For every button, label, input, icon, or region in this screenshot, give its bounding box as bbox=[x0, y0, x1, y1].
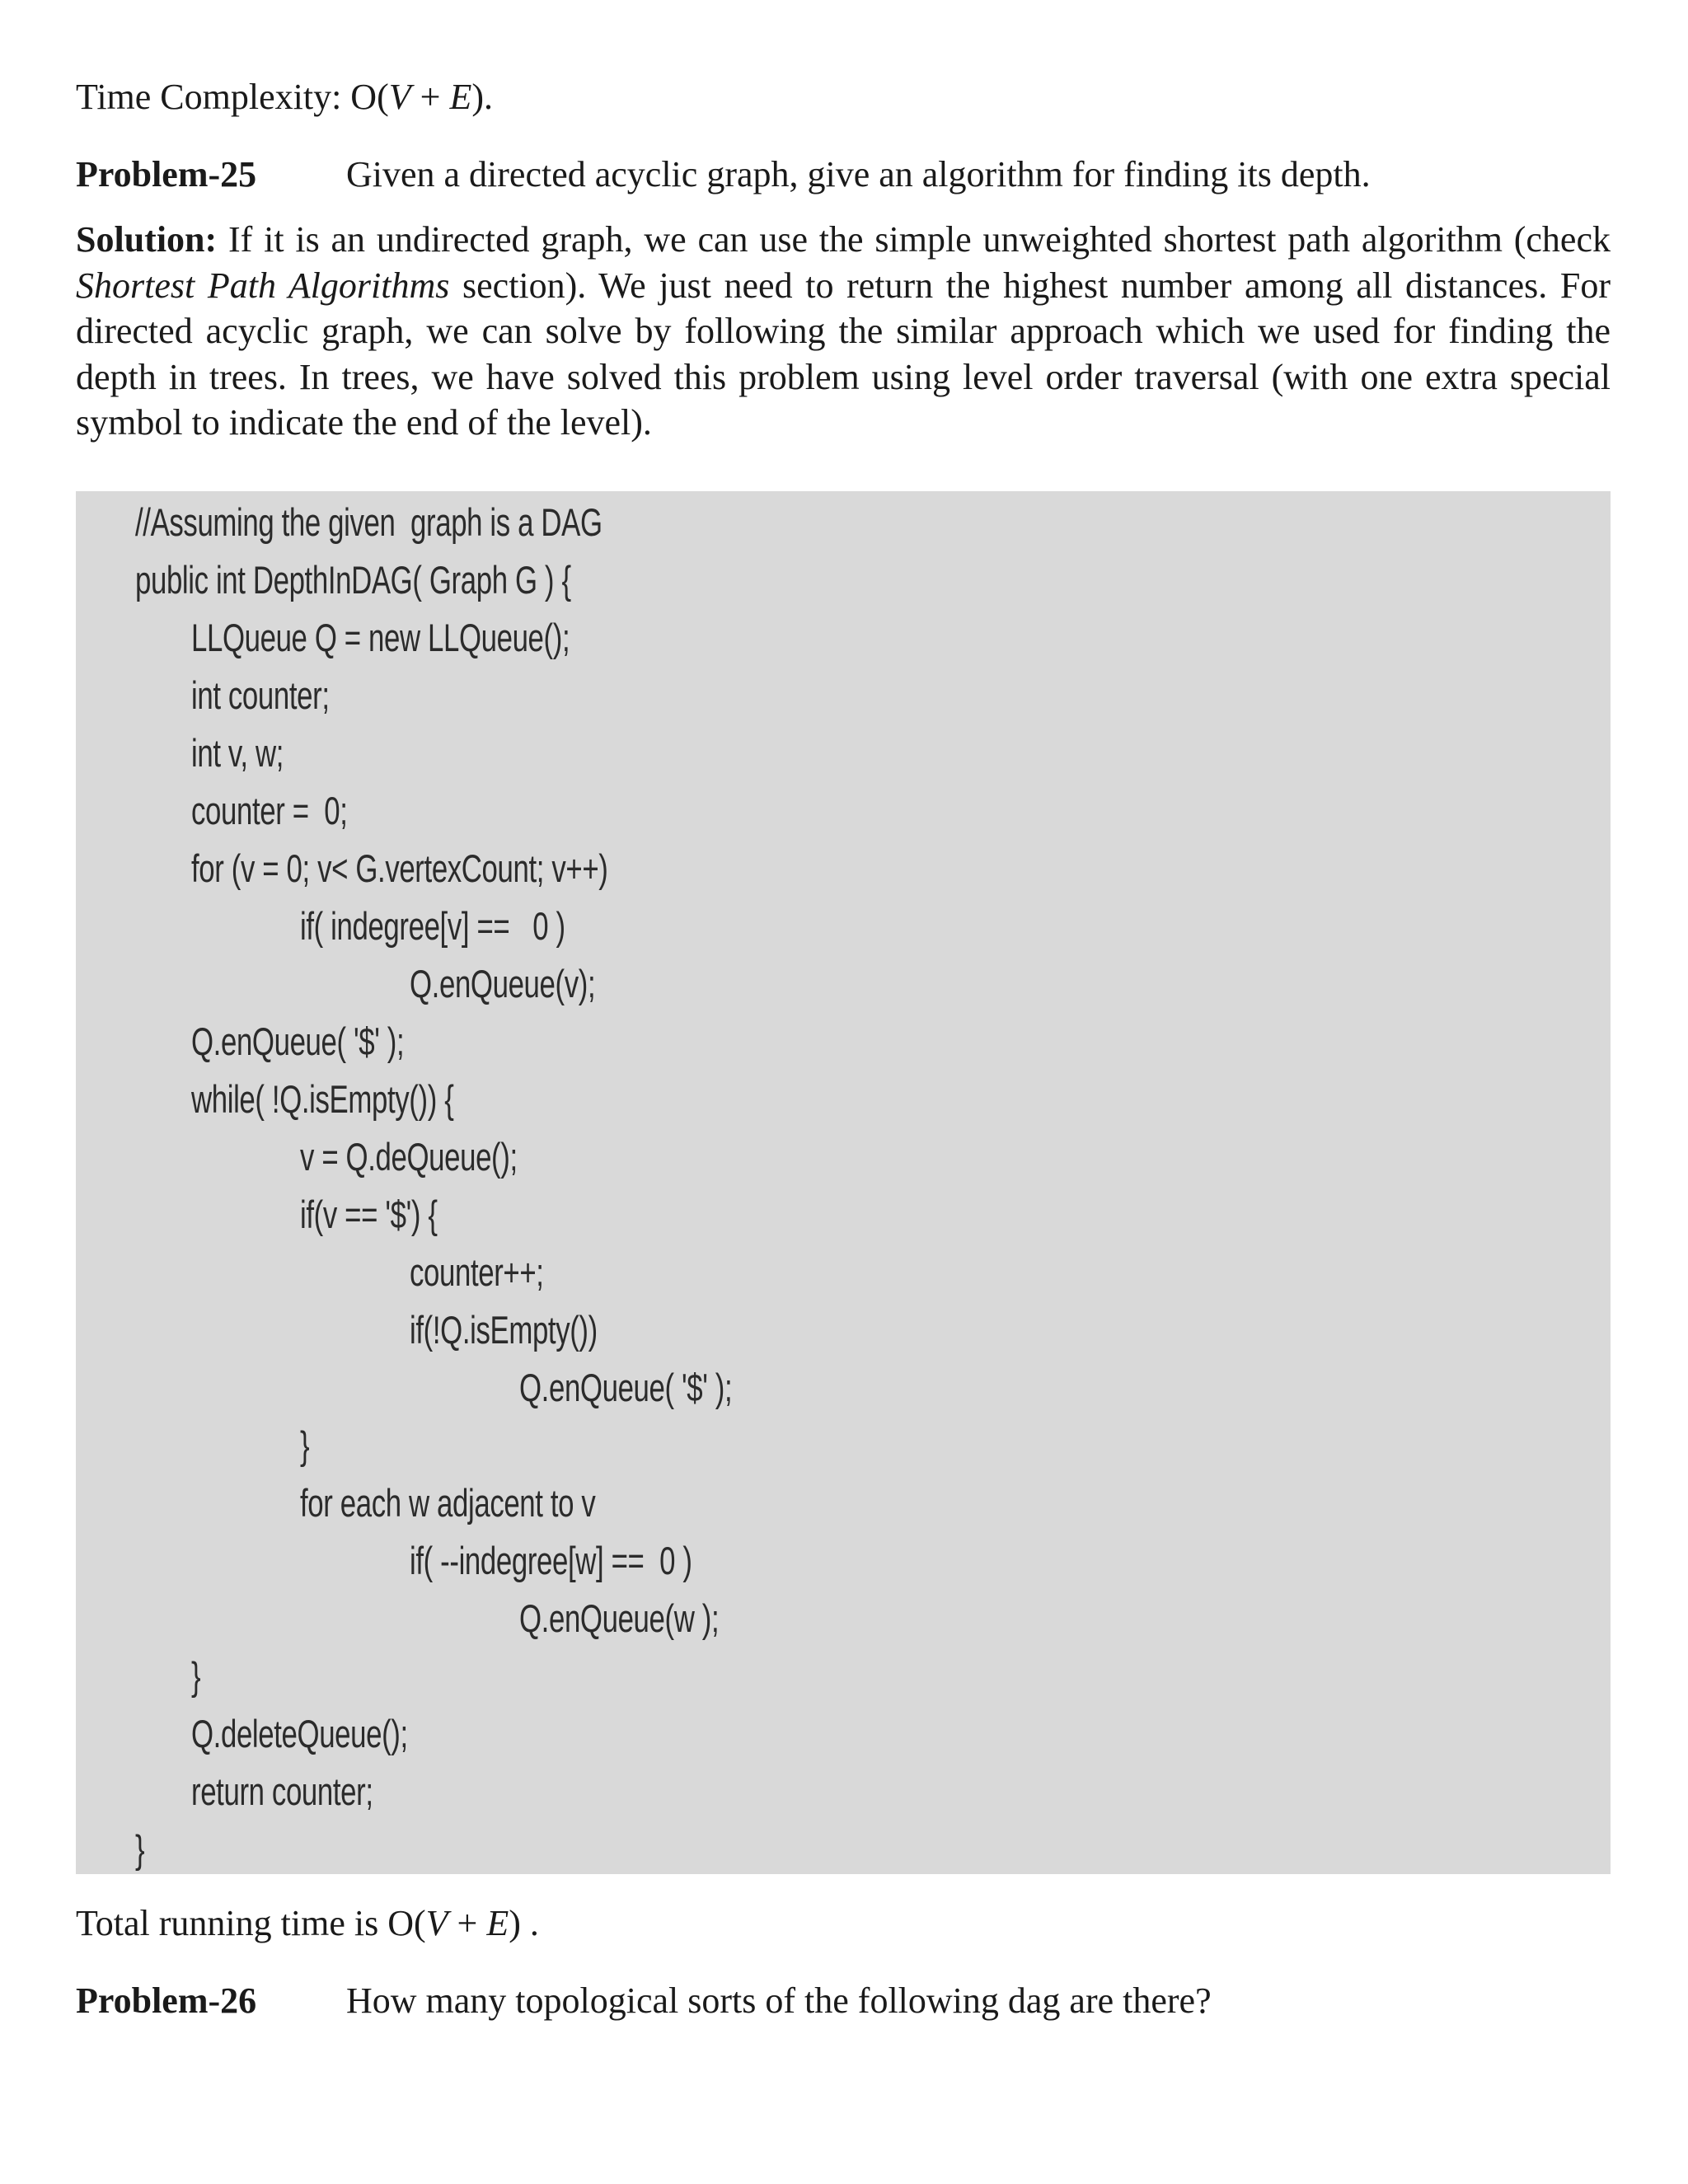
code-line: if( --indegree[w] == 0 ) bbox=[410, 1539, 692, 1582]
code-line: counter++; bbox=[410, 1250, 544, 1294]
time-complexity-e: E bbox=[449, 77, 472, 117]
code-line: Q.enQueue( '$' ); bbox=[191, 1019, 405, 1063]
code-line: } bbox=[135, 1827, 145, 1871]
code-line: if(!Q.isEmpty()) bbox=[410, 1308, 598, 1352]
problem-25-text: Given a directed acyclic graph, give an algorithm for finding its depth. bbox=[346, 154, 1371, 194]
code-line: while( !Q.isEmpty()) { bbox=[191, 1077, 454, 1121]
problem-25-label: Problem-25 bbox=[76, 154, 257, 194]
code-line: v = Q.deQueue(); bbox=[300, 1135, 518, 1179]
total-running-time-prefix: Total running time is O( bbox=[76, 1903, 426, 1943]
time-complexity-prefix: Time Complexity: O( bbox=[76, 77, 389, 117]
code-line: //Assuming the given graph is a DAG bbox=[135, 500, 603, 544]
total-running-time-suffix: ) . bbox=[509, 1903, 539, 1943]
time-complexity-line bbox=[76, 79, 493, 115]
code-line: Q.deleteQueue(); bbox=[191, 1712, 408, 1755]
code-line: if(v == '$') { bbox=[300, 1193, 438, 1236]
problem-26-text: How many topological sorts of the following dag are there? bbox=[346, 1980, 1212, 2021]
code-line: public int DepthInDAG( Graph G ) { bbox=[135, 558, 571, 602]
solution-paragraph bbox=[76, 217, 1611, 446]
code-line: for each w adjacent to v bbox=[300, 1481, 596, 1525]
total-running-time-line bbox=[76, 1905, 539, 1942]
code-line: counter = 0; bbox=[191, 789, 348, 832]
code-line: } bbox=[300, 1423, 310, 1467]
total-running-time-v: V bbox=[425, 1903, 448, 1943]
solution-text-1: If it is an undirected graph, we can use the simple unweighted shortest path algorithm (check bbox=[217, 219, 1611, 260]
time-complexity-plus: + bbox=[410, 77, 450, 117]
total-running-time-e: E bbox=[486, 1903, 509, 1943]
code-line: int v, w; bbox=[191, 731, 284, 775]
code-line: return counter; bbox=[191, 1769, 373, 1813]
code-line: Q.enQueue( '$' ); bbox=[519, 1366, 733, 1409]
code-block bbox=[76, 491, 1611, 1874]
problem-26-label: Problem-26 bbox=[76, 1980, 257, 2021]
code-line: Q.enQueue(v); bbox=[410, 962, 596, 1005]
code-line: if( indegree[v] == 0 ) bbox=[300, 904, 565, 948]
solution-italic-ref: Shortest Path Algorithms bbox=[76, 265, 450, 306]
code-line: } bbox=[191, 1654, 201, 1698]
solution-label: Solution: bbox=[76, 219, 218, 260]
solution-text-2: section). We just need to return the highest number among all distances. For directed acyclic graph, we can solve by following the similar approach which we used for finding the depth in trees. In trees, we have solved this problem using level order traversal (with one extra special symbol to indicate the end of the level). bbox=[76, 265, 1611, 443]
code-line: for (v = 0; v< G.vertexCount; v++) bbox=[191, 846, 608, 890]
total-running-time-plus: + bbox=[448, 1903, 487, 1943]
code-line: int counter; bbox=[191, 673, 330, 717]
time-complexity-v: V bbox=[388, 77, 411, 117]
code-line: LLQueue Q = new LLQueue(); bbox=[191, 616, 570, 659]
time-complexity-suffix: ). bbox=[471, 77, 494, 117]
code-line: Q.enQueue(w ); bbox=[519, 1596, 720, 1640]
